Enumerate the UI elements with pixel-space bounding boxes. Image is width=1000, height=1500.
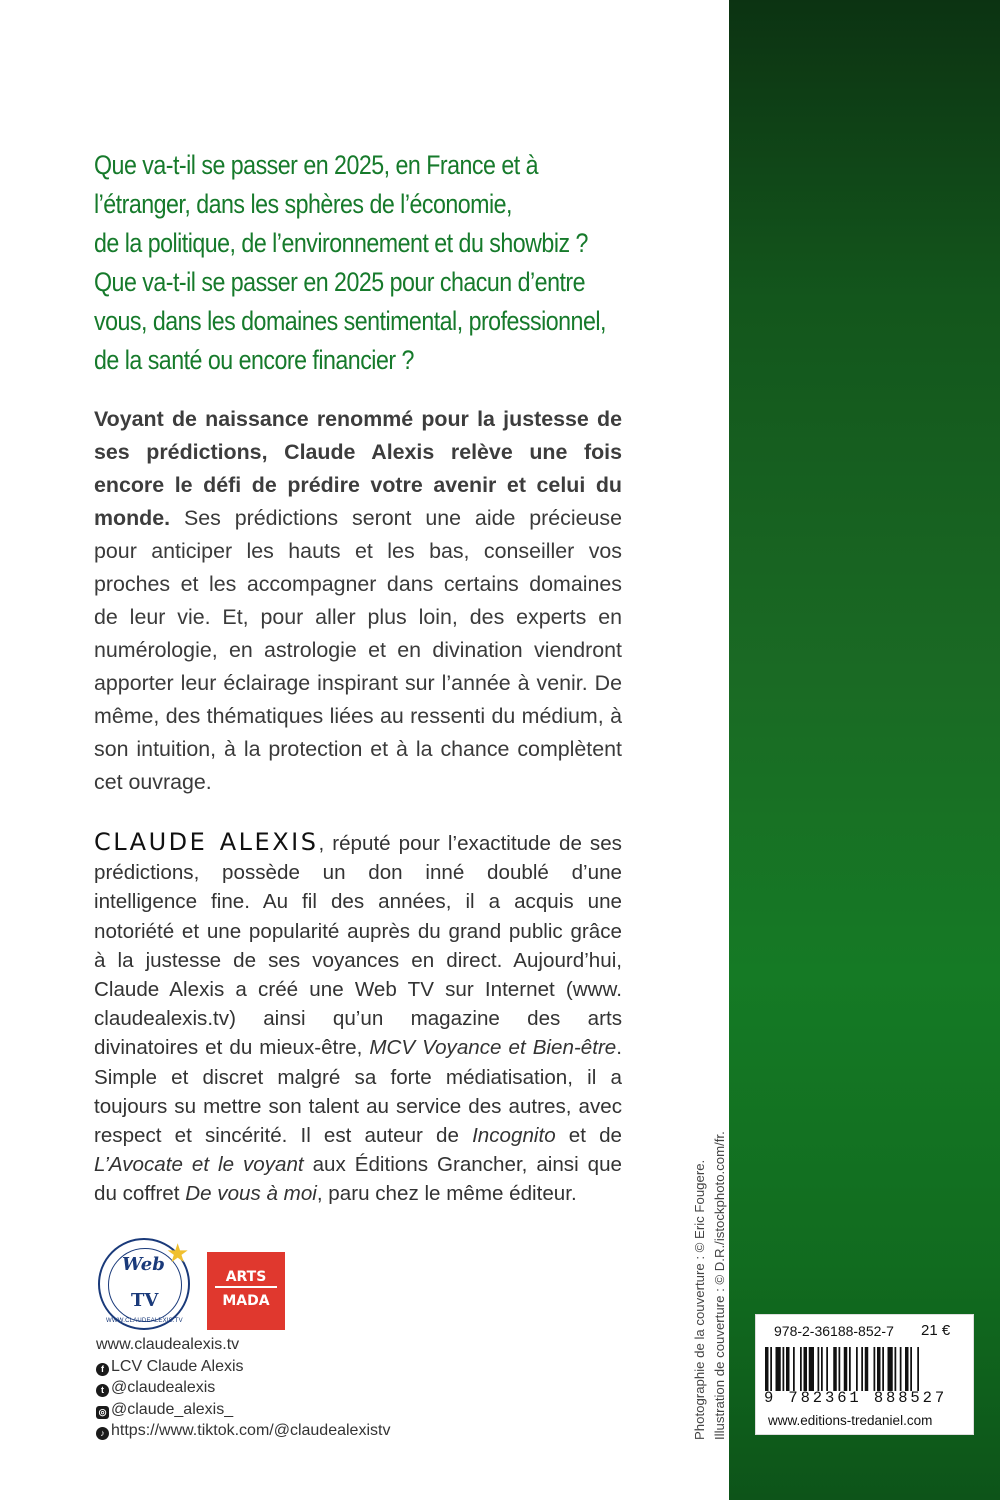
web-tv-logo-url: WWW.CLAUDEALEXIS.TV	[106, 1318, 183, 1324]
barcode-box	[755, 1314, 974, 1435]
book-pitch-paragraph	[94, 403, 622, 799]
question-2-line-3: de la santé ou encore financier ?	[94, 345, 414, 375]
question-2-line-1: Que va-t-il se passer en 2025 pour chacun d’entre	[94, 267, 586, 297]
web-tv-logo-web: Web	[122, 1254, 165, 1275]
social-links	[96, 1334, 390, 1442]
question-1-line-3: de la politique, de l’environnement et du showbiz ?	[94, 228, 588, 258]
web-tv-logo	[98, 1238, 190, 1330]
instagram-link[interactable]	[96, 1399, 390, 1421]
photo-credit: Photographie de la couverture : © Eric Fougere.	[692, 1159, 707, 1440]
facebook-icon: f	[96, 1363, 109, 1376]
price: 21 €	[921, 1322, 951, 1339]
book-title-incognito: Incognito	[472, 1124, 556, 1148]
teaser-questions	[94, 146, 606, 380]
pitch-bold-lead: Voyant de naissance renommé pour la justesse de ses prédictions, Claude Alexis relève une fois encore le défi de prédire votre avenir et celui du monde.	[94, 407, 622, 530]
pitch-body: Ses prédictions seront une aide précieuse pour anticiper les hauts et les bas, conseiller vos proches et les accompagner dans certains domaines de leur vie. Et, pour aller plus loin, des experts en numérologie, en astrologie et en divination viendront apporter leur éclairage inspirant sur l’année à venir. De même, des thématiques liées au ressenti du médium, à son intuition, à la protection et à la chance complètent cet ouvrage.	[94, 506, 622, 794]
bio-text-2: . Simple et discret malgré sa forte médiatisation, il a toujours su mettre son talent au service des autres, avec respect et sincérité. Il est auteur de	[94, 1036, 622, 1148]
arts-mada-line-2: MADA	[222, 1293, 270, 1309]
facebook-link[interactable]	[96, 1356, 390, 1378]
tiktok-link[interactable]	[96, 1420, 390, 1442]
magazine-title: MCV Voyance et Bien-être	[369, 1036, 617, 1060]
question-2-line-2: vous, dans les domaines sentimental, professionnel,	[94, 306, 606, 336]
publisher-website: www.editions-tredaniel.com	[768, 1413, 933, 1428]
tiktok-url: https://www.tiktok.com/@claudealexistv	[111, 1422, 391, 1439]
web-tv-logo-tv: TV	[131, 1290, 159, 1311]
question-1-line-1: Que va-t-il se passer en 2025, en France et à	[94, 150, 539, 180]
instagram-icon: ◎	[96, 1406, 109, 1419]
bio-text-5: , paru chez le même éditeur.	[316, 1182, 577, 1206]
facebook-handle: LCV Claude Alexis	[111, 1357, 244, 1375]
question-1-line-2: l’étranger, dans les sphères de l’économie,	[94, 189, 512, 219]
twitter-link[interactable]	[96, 1377, 390, 1399]
barcode-icon	[765, 1347, 967, 1391]
book-title-avocate: L’Avocate et le voyant	[94, 1153, 304, 1177]
green-spine-band	[729, 0, 1000, 1500]
tiktok-icon: ♪	[96, 1427, 109, 1440]
author-bio-paragraph	[94, 828, 622, 1209]
instagram-handle: @claude_alexis_	[111, 1400, 234, 1418]
arts-mada-logo	[207, 1252, 285, 1330]
bio-text-4: aux Éditions Grancher, ainsi que du coffret	[94, 1153, 622, 1206]
twitter-handle: @claudealexis	[111, 1379, 216, 1396]
isbn-number: 978-2-36188-852-7	[774, 1323, 894, 1339]
book-title-coffret: De vous à moi	[185, 1182, 317, 1206]
twitter-icon: t	[96, 1384, 109, 1397]
barcode-digits: 9 782361 888527	[764, 1389, 948, 1407]
radio-wave-icon	[215, 1286, 277, 1288]
bio-text-3: et de	[555, 1124, 623, 1148]
author-name: CLAUDE ALEXIS	[94, 828, 319, 856]
website-link[interactable]: www.claudealexis.tv	[96, 1336, 240, 1353]
arts-mada-line-1: ARTS	[225, 1269, 267, 1285]
bio-text-1: , réputé pour l’exactitude de ses prédictions, possède un don inné doublé d’une intelligence fine. Au fil des années, il a acquis une notoriété et une popularité auprès du grand public grâce à la justesse de ses voyances en direct. Aujourd’hui, Claude Alexis a créé une Web TV sur Internet (www. claudealexis.tv) ainsi qu’un magazine des arts divinatoires et du mieux-être,	[94, 832, 622, 1060]
cover-credits	[690, 1131, 730, 1440]
illustration-credit: Illustration de couverture : © D.R./istockphoto.com/fr.	[712, 1131, 727, 1440]
star-icon: ★	[166, 1238, 190, 1268]
